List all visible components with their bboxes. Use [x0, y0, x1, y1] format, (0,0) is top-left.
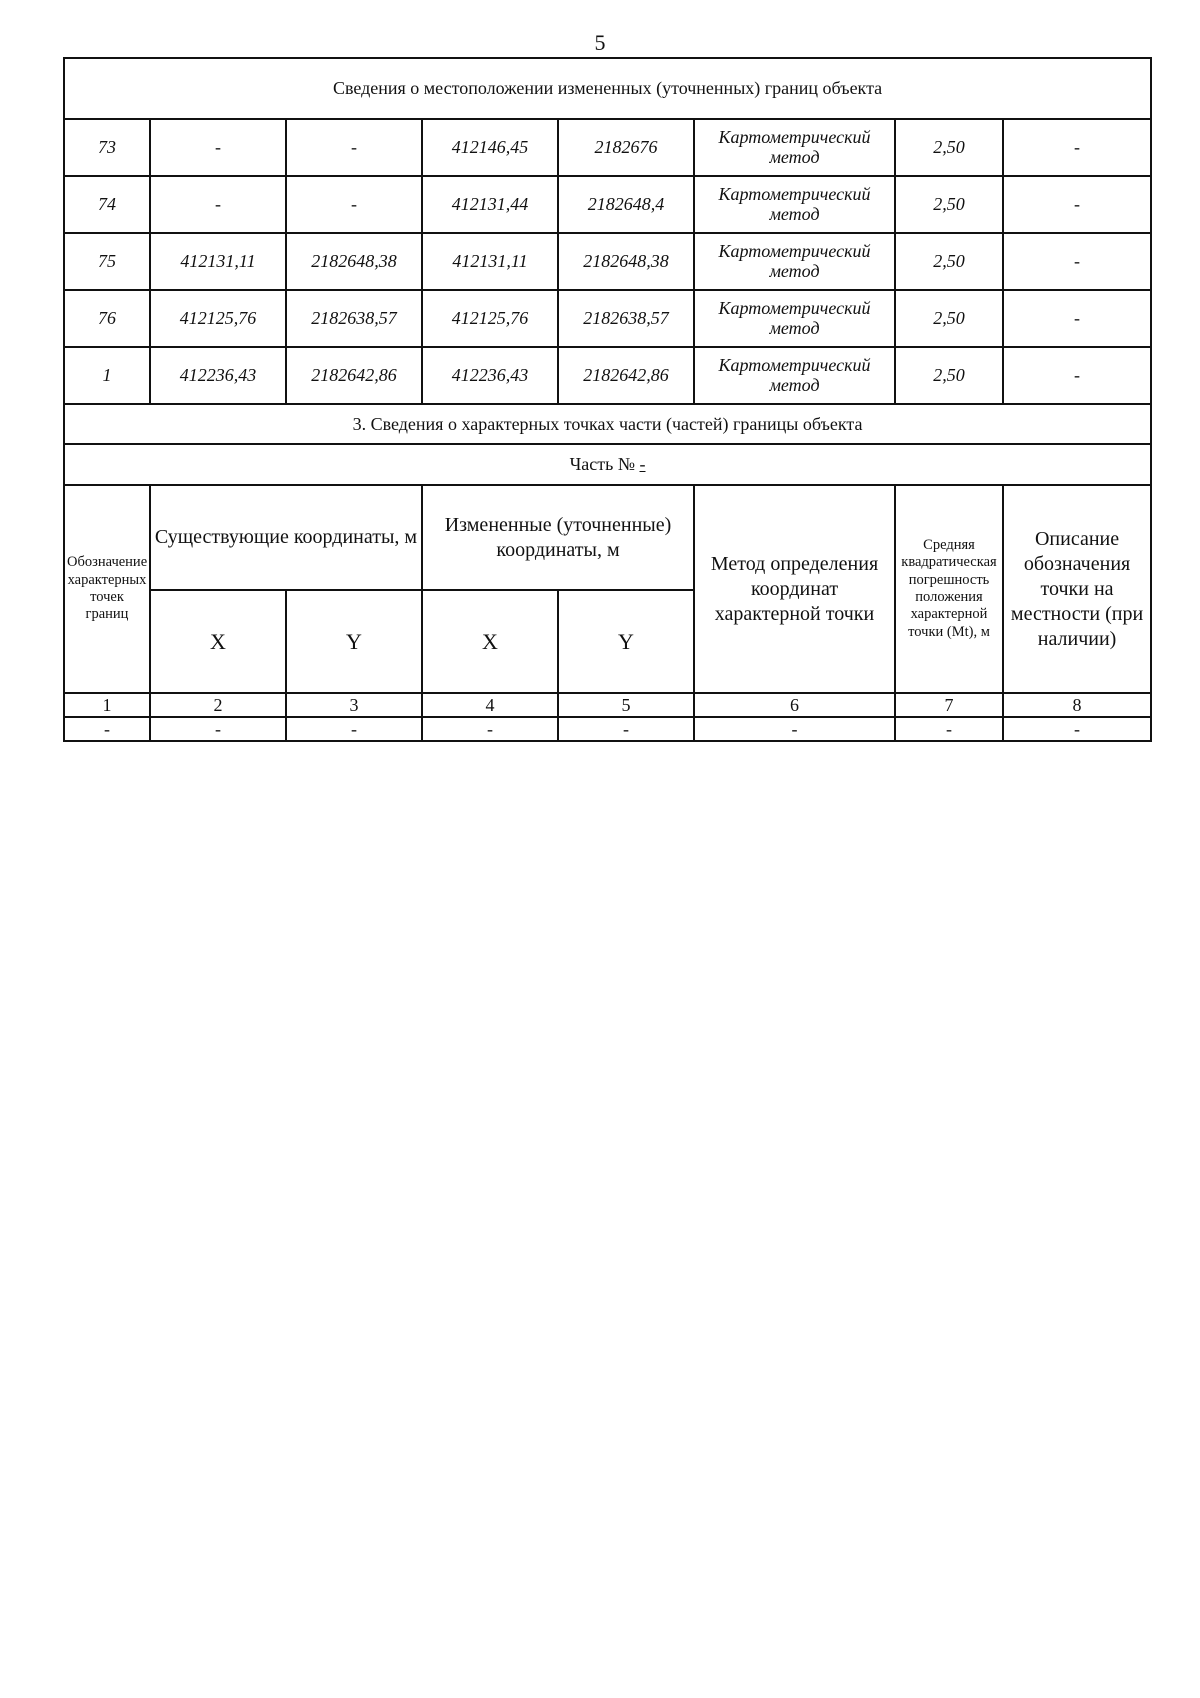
table-row [64, 119, 1151, 176]
cell-y-old: 2182642,86 [286, 347, 422, 404]
boundary-coordinates-table [63, 57, 1152, 742]
header-y-changed: Y [558, 590, 694, 693]
header-description: Описание обозначения точки на местности (при наличии) [1003, 485, 1151, 693]
cell-description: - [1003, 233, 1151, 290]
column-number: 6 [694, 693, 895, 717]
section-3-title: 3. Сведения о характерных точках части (частей) границы объекта [64, 404, 1151, 444]
empty-cell: - [1003, 717, 1151, 741]
cell-x-old: 412125,76 [150, 290, 286, 347]
cell-x-new: 412131,11 [422, 233, 558, 290]
cell-mt: 2,50 [895, 119, 1003, 176]
cell-method: Картометрический метод [694, 233, 895, 290]
empty-cell: - [895, 717, 1003, 741]
cell-mt: 2,50 [895, 233, 1003, 290]
section-3-row [64, 404, 1151, 444]
empty-cell: - [150, 717, 286, 741]
column-number: 3 [286, 693, 422, 717]
header-mt: Средняя квадратическая погрешность положения характерной точки (Mt), м [895, 485, 1003, 693]
header-x-changed: X [422, 590, 558, 693]
empty-cell: - [286, 717, 422, 741]
cell-point: 75 [64, 233, 150, 290]
header-existing-coords: Существующие координаты, м [150, 485, 422, 590]
column-number: 4 [422, 693, 558, 717]
table-row [64, 290, 1151, 347]
column-number: 1 [64, 693, 150, 717]
table-row [64, 176, 1151, 233]
cell-y-old: 2182638,57 [286, 290, 422, 347]
cell-description: - [1003, 176, 1151, 233]
column-number: 8 [1003, 693, 1151, 717]
cell-x-old: - [150, 119, 286, 176]
empty-cell: - [64, 717, 150, 741]
cell-description: - [1003, 347, 1151, 404]
header-method: Метод определения координат характерной точки [694, 485, 895, 693]
empty-data-row [64, 717, 1151, 741]
cell-x-old: - [150, 176, 286, 233]
cell-y-old: 2182648,38 [286, 233, 422, 290]
cell-y-new: 2182676 [558, 119, 694, 176]
cell-y-new: 2182648,4 [558, 176, 694, 233]
cell-method: Картометрический метод [694, 347, 895, 404]
empty-cell: - [558, 717, 694, 741]
cell-mt: 2,50 [895, 176, 1003, 233]
page-number: 5 [594, 30, 606, 55]
part-cell [64, 444, 1151, 485]
cell-y-old: - [286, 119, 422, 176]
cell-y-new: 2182638,57 [558, 290, 694, 347]
cell-point: 1 [64, 347, 150, 404]
cell-x-new: 412125,76 [422, 290, 558, 347]
table-title-row [64, 58, 1151, 119]
table-row [64, 233, 1151, 290]
cell-mt: 2,50 [895, 290, 1003, 347]
cell-x-old: 412131,11 [150, 233, 286, 290]
cell-method: Картометрический метод [694, 119, 895, 176]
cell-y-new: 2182648,38 [558, 233, 694, 290]
column-number: 5 [558, 693, 694, 717]
part-row [64, 444, 1151, 485]
cell-x-old: 412236,43 [150, 347, 286, 404]
cell-y-new: 2182642,86 [558, 347, 694, 404]
column-number: 7 [895, 693, 1003, 717]
column-number-row [64, 693, 1151, 717]
cell-method: Картометрический метод [694, 176, 895, 233]
table-title: Сведения о местоположении измененных (уточненных) границ объекта [64, 58, 1151, 119]
table-row [64, 347, 1151, 404]
header-row-top [64, 485, 1151, 590]
cell-x-new: 412146,45 [422, 119, 558, 176]
empty-cell: - [694, 717, 895, 741]
cell-y-old: - [286, 176, 422, 233]
header-x-existing: X [150, 590, 286, 693]
cell-method: Картометрический метод [694, 290, 895, 347]
part-value: - [639, 454, 646, 475]
cell-description: - [1003, 119, 1151, 176]
header-y-existing: Y [286, 590, 422, 693]
part-label: Часть № [569, 454, 635, 475]
header-changed-coords: Измененные (уточненные) координаты, м [422, 485, 694, 590]
cell-point: 76 [64, 290, 150, 347]
column-number: 2 [150, 693, 286, 717]
header-point-designation: Обозначение характерных точек границ [64, 485, 150, 693]
cell-description: - [1003, 290, 1151, 347]
cell-x-new: 412236,43 [422, 347, 558, 404]
cell-point: 74 [64, 176, 150, 233]
cell-point: 73 [64, 119, 150, 176]
cell-x-new: 412131,44 [422, 176, 558, 233]
empty-cell: - [422, 717, 558, 741]
cell-mt: 2,50 [895, 347, 1003, 404]
